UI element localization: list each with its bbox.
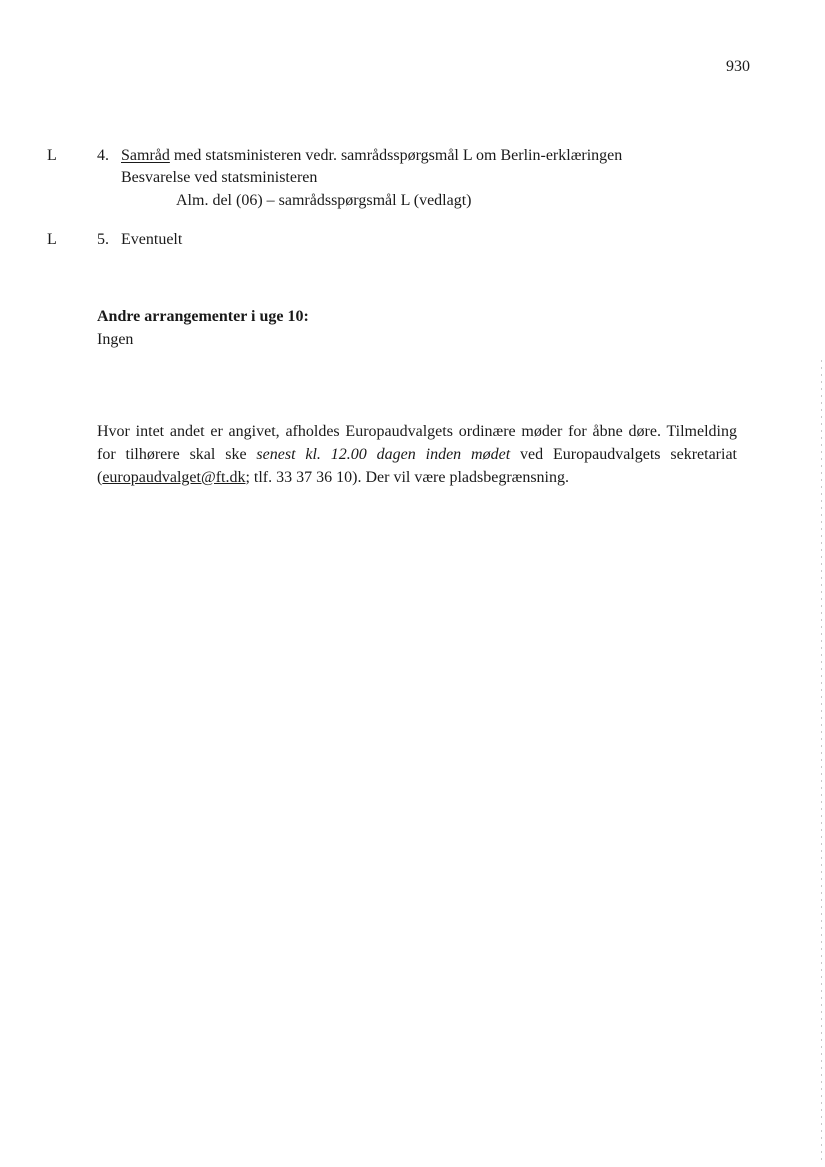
notice-deadline: senest kl. 12.00 dagen inden mødet: [256, 446, 511, 463]
page-number: 930: [726, 58, 750, 75]
agenda-item-4-number: 4.: [97, 147, 109, 164]
secretariat-email-link[interactable]: europaudvalget@ft.dk: [102, 469, 246, 486]
agenda-item-5-number: 5.: [97, 231, 109, 248]
agenda-item-4-line3: Alm. del (06) – samrådsspørgsmål L (vedlagt): [176, 192, 472, 209]
agenda-item-4-title: [121, 147, 622, 165]
agenda-item-4-line2: Besvarelse ved statsministeren: [121, 169, 318, 186]
agenda-item-4-keyword: Samråd: [121, 147, 170, 164]
other-events-heading: Andre arrangementer i uge 10:: [97, 308, 309, 325]
agenda-item-4-title-rest: med statsministeren vedr. samrådsspørgsmål L om Berlin-erklæringen: [169, 147, 623, 164]
agenda-item-5-title: Eventuelt: [121, 231, 183, 248]
meeting-notice: [97, 420, 737, 489]
other-events-value: Ingen: [97, 331, 134, 348]
notice-part3: ; tlf. 33 37 36 10). Der vil være pladsbegrænsning.: [245, 469, 569, 486]
notice-part1: Hvor intet andet er angivet, afholdes Europaudvalgets ordinære møder for åbne døre. Tilmelding for tilhørere skal ske: [97, 423, 737, 463]
notice-part2: ved Europaudvalgets sekretariat (: [97, 446, 738, 486]
agenda-item-4-marker: L: [47, 147, 57, 164]
scan-edge-artifact: [821, 360, 822, 1160]
agenda-item-5-marker: L: [47, 231, 57, 248]
